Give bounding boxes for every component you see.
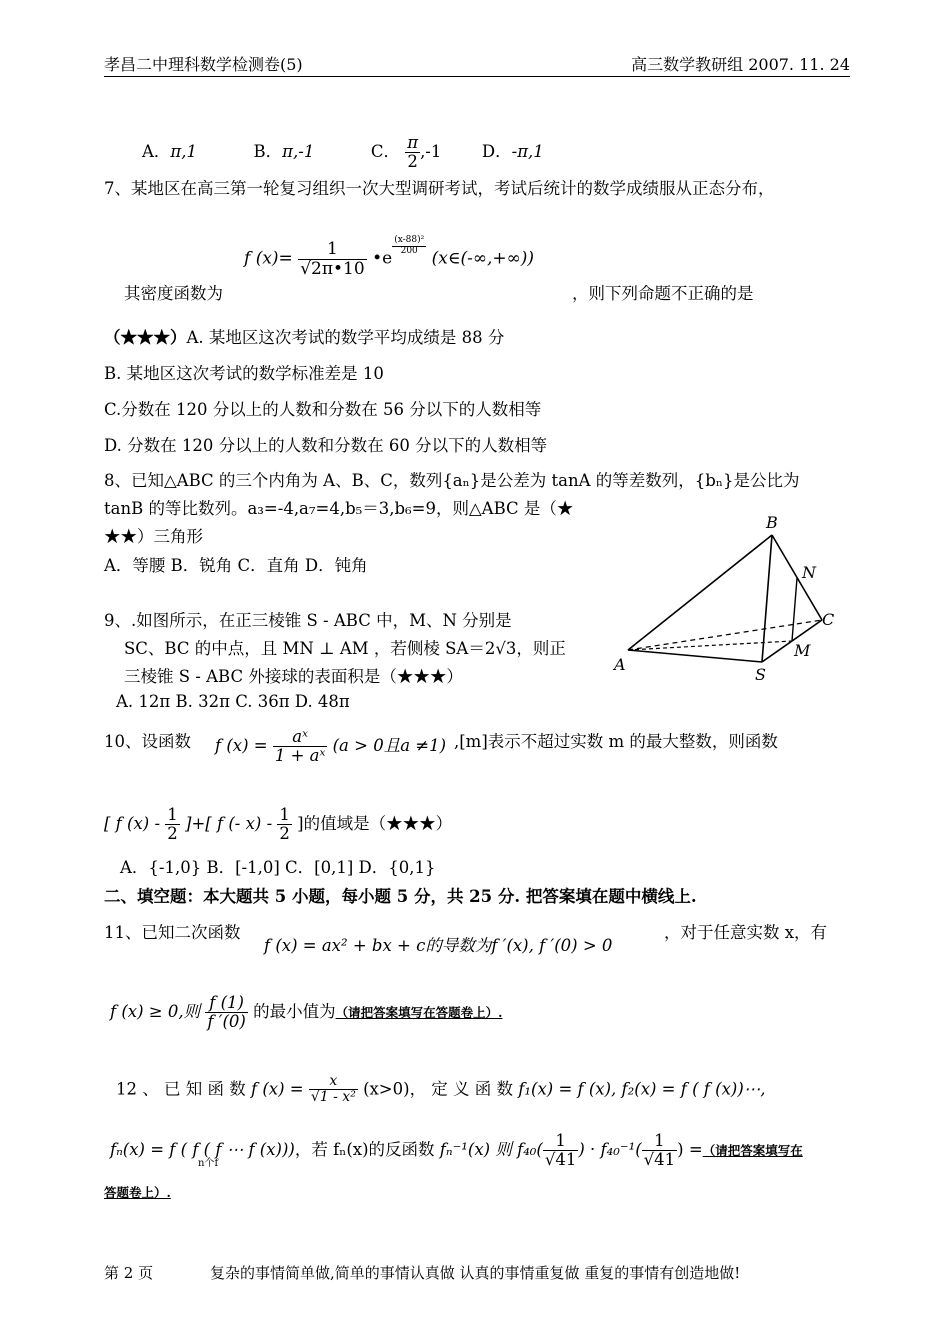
q9-line2: SC、BC 的中点，且 MN ⊥ AM ，若侧棱 SA＝2√3，则正 [124, 639, 566, 658]
q12-fn: fₙ(x) = f ( f ( f ⋯ f (x))) [110, 1140, 295, 1160]
q8-line3: ★★）三角形 [104, 527, 203, 546]
q7-domain: (x∈(-∞,+∞)) [431, 248, 535, 269]
q6-d-val: -π,1 [511, 142, 544, 162]
q12-den: √1 - x² [310, 1089, 356, 1106]
q8-line1: 8、已知△ABC 的三个内角为 A、B、C，数列{aₙ}是公差为 tanA 的等差数列，{bₙ}是公比为 [104, 471, 800, 490]
q7-opt-c: C.分数在 120 分以上的人数和分数在 56 分以下的人数相等 [104, 400, 542, 419]
q12-defs: f₁(x) = f (x), f₂(x) = f ( f (x))⋯, [518, 1079, 766, 1099]
header-right: 高三数学教研组 2007. 11. 24 [631, 55, 850, 74]
q7-exp-num: (x-88)² [394, 235, 425, 245]
q7-frac-den: √2π•10 [300, 258, 365, 279]
q6-b-label: B． [253, 142, 283, 162]
q7-opt-b: B. 某地区这次考试的数学标准差是 10 [104, 364, 384, 383]
q10-den: 1 + aˣ [274, 746, 326, 766]
q12-frac-a-den: √41 [544, 1150, 577, 1170]
q10-half-1 [165, 806, 180, 843]
q10-options: A．{-1,0} B．[-1,0] C．[0,1] D．{0,1} [120, 858, 436, 877]
label-n: N [802, 563, 816, 582]
q10-expr [104, 806, 452, 843]
q6-c-num: π [407, 133, 419, 152]
q11-expr: f (x) = ax² + bx + c的导数为f ′(x), f ′(0) > 0 [264, 936, 613, 955]
q11-den: f ′(0) [207, 1012, 246, 1032]
q11-note: （请把答案填写在答题卷上）. [335, 1005, 503, 1021]
seg-mn [792, 578, 797, 641]
section-2-title: 二、填空题：本大题共 5 小题，每小题 5 分，共 25 分. 把答案填在题中横线上. [104, 887, 697, 906]
q8-line2: tanB 的等比数列。a₃=-4,a₇=4,b₅＝3,b₆=9，则△ABC 是（★ [104, 499, 574, 518]
q6-a-label: A． [142, 142, 171, 162]
label-a: A [614, 655, 626, 674]
q12-num: x [309, 1074, 358, 1090]
q12-lead: 12 、 已 知 函 数 [116, 1079, 246, 1099]
footer-page: 第 2 页 [104, 1264, 154, 1282]
q7-opt-d: D. 分数在 120 分以上的人数和分数在 60 分以下的人数相等 [104, 436, 548, 455]
q11-cond: f (x) ≥ 0,则 [110, 1002, 201, 1022]
q6-c-tail: ,-1 [420, 142, 442, 162]
q10-formula [215, 728, 446, 765]
q12-note2: 答题卷上）. [104, 1185, 171, 1200]
q12-fx: f (x) = [250, 1079, 304, 1099]
label-c: C [822, 610, 835, 629]
q6-c-den: 2 [407, 152, 418, 172]
q12-inv: fₙ⁻¹(x) 则 f₄₀( [439, 1140, 543, 1160]
q12-frac-a [543, 1132, 579, 1169]
q12-frac-b [642, 1132, 678, 1169]
q10-half-1-den: 2 [167, 824, 178, 844]
q10-half-2-num: 1 [279, 805, 290, 824]
label-m: M [794, 641, 811, 660]
q7-opt-a: A. 某地区这次考试的数学平均成绩是 88 分 [186, 328, 505, 347]
q10-expr-a: [ f (x) - [104, 814, 161, 834]
label-s: S [755, 665, 766, 684]
q12-eq: ) = [677, 1140, 703, 1160]
q8-options: A．等腰 B．锐角 C．直角 D．钝角 [104, 556, 368, 575]
q10-expr-b: ]+[ f (- x) - [185, 814, 273, 834]
q7-opt-a-line [104, 327, 504, 349]
q10-num: aˣ [273, 728, 328, 747]
header-left: 孝昌二中理科数学检测卷(5) [104, 55, 303, 74]
q10-lead: 10、设函数 [104, 732, 191, 751]
q6-a-val: π,1 [170, 142, 198, 162]
q11-line2 [110, 994, 502, 1031]
q11-frac [205, 994, 247, 1031]
q12-frac-b-den: √41 [643, 1150, 676, 1170]
q12-line1 [116, 1074, 766, 1106]
q7-tail: ，则下列命题不正确的是 [572, 284, 754, 303]
q6-c-frac [405, 134, 420, 171]
q7-frac [298, 240, 366, 278]
edge-ab [628, 535, 772, 650]
q12-nf: n个f [198, 1158, 219, 1169]
q12-note1: （请把答案填写在 [702, 1143, 803, 1159]
label-b: B [766, 513, 778, 532]
q7-formula [244, 235, 535, 279]
q10-half-2 [277, 806, 292, 843]
q7-stem: 7、某地区在高三第一轮复习组织一次大型调研考试，考试后统计的数学成绩服从正态分布， [104, 179, 775, 198]
q6-d-label: D． [481, 142, 512, 162]
q10-expr-c: ]的值域是（★★★） [297, 814, 453, 834]
q7-frac-num: 1 [298, 240, 366, 260]
q9-options: A. 12π B. 32π C. 36π D. 48π [116, 692, 350, 711]
q12-dot: ) · f₄₀⁻¹( [578, 1140, 642, 1160]
q11-tail: ，对于任意实数 x，有 [664, 923, 828, 942]
q7-exp-frac [392, 236, 426, 257]
q10-frac [273, 728, 328, 765]
q11-num: f (1) [205, 994, 247, 1013]
q7-fx: f (x)= [244, 248, 293, 269]
q9-line3: 三棱锥 S - ABC 外接球的表面积是（★★★） [124, 667, 463, 686]
tetrahedron-figure [600, 510, 850, 685]
q7-exp-den: 200 [400, 245, 418, 256]
q7-lead: 其密度函数为 [124, 284, 223, 303]
q7-exp: •e [372, 248, 393, 269]
page-header [104, 50, 850, 77]
edge-as [628, 650, 762, 662]
q12-frac-a-num: 1 [543, 1132, 579, 1151]
q10-half-1-num: 1 [167, 805, 178, 824]
q10-cond: (a > 0且a ≠1) [332, 736, 447, 756]
q10-fx: f (x) = [215, 736, 268, 756]
seg-am [628, 641, 792, 650]
q12-frac [309, 1074, 358, 1106]
q12-mid: ，若 fₙ(x)的反函数 [294, 1140, 435, 1160]
q6-b-val: π,-1 [282, 142, 315, 162]
q9-line1: 9、.如图所示，在正三棱锥 S - ABC 中，M、N 分别是 [104, 611, 512, 630]
q6-options [142, 134, 544, 171]
q7-stars: （★★★） [104, 328, 187, 347]
q12-frac-b-num: 1 [642, 1132, 678, 1151]
q10-half-2-den: 2 [279, 824, 290, 844]
q6-c-label: C． [370, 142, 400, 162]
q11-lead: 11、已知二次函数 [104, 923, 241, 942]
footer-motto: 复杂的事情简单做,简单的事情认真做 认真的事情重复做 重复的事情有创造地做! [210, 1264, 741, 1282]
q10-tail: ,[m]表示不超过实数 m 的最大整数，则函数 [454, 732, 778, 751]
q11-ask: 的最小值为 [253, 1002, 336, 1022]
q12-cond: (x>0)， 定 义 函 数 [363, 1079, 514, 1099]
